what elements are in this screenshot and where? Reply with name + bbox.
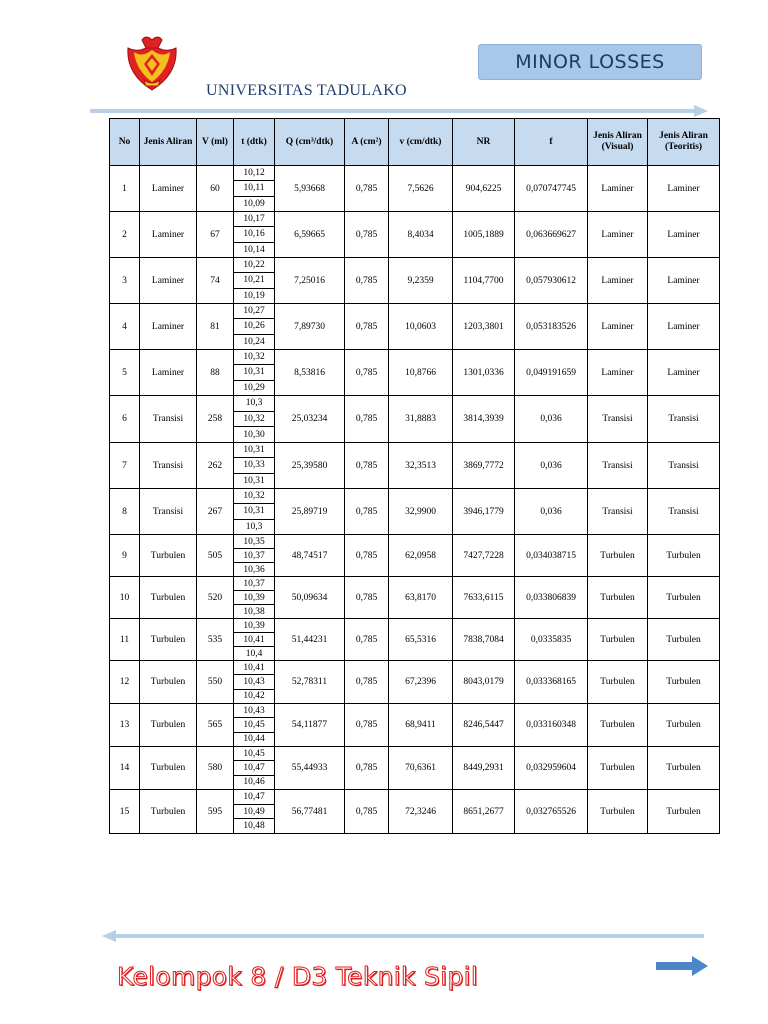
time-reading: 10,38: [243, 606, 265, 617]
time-reading: 10,35: [234, 535, 274, 549]
col-time: t (dtk): [234, 119, 275, 166]
cell-velocity: 10,8766: [389, 350, 453, 396]
cell-friction: 0,036: [515, 443, 588, 489]
cell-visual: Turbulen: [588, 704, 648, 747]
cell-discharge: 51,44231: [275, 619, 345, 661]
cell-time: [234, 704, 275, 747]
cell-volume: 262: [197, 443, 234, 489]
time-reading: 10,47: [234, 761, 274, 775]
cell-reynolds: 1005,1889: [453, 212, 515, 258]
cell-velocity: 10,0603: [389, 304, 453, 350]
cell-volume: 74: [197, 258, 234, 304]
cell-friction: 0,063669627: [515, 212, 588, 258]
time-reading: 10,37: [234, 577, 274, 591]
cell-visual: Laminer: [588, 166, 648, 212]
cell-area: 0,785: [345, 661, 389, 704]
cell-velocity: 65,5316: [389, 619, 453, 661]
table-row: [110, 489, 720, 535]
cell-area: 0,785: [345, 619, 389, 661]
time-reading: 10,31: [243, 475, 265, 486]
cell-no: 6: [110, 396, 140, 443]
time-reading: 10,43: [234, 704, 274, 718]
cell-jenis-aliran: Transisi: [140, 443, 197, 489]
cell-velocity: 9,2359: [389, 258, 453, 304]
time-reading: 10,31: [234, 504, 274, 519]
cell-reynolds: 7633,6115: [453, 577, 515, 619]
time-reading: 10,14: [243, 244, 265, 255]
cell-velocity: 63,8170: [389, 577, 453, 619]
cell-no: 5: [110, 350, 140, 396]
cell-no: 14: [110, 747, 140, 790]
cell-velocity: 70,6361: [389, 747, 453, 790]
cell-discharge: 25,89719: [275, 489, 345, 535]
cell-teoritis: Turbulen: [648, 704, 720, 747]
cell-volume: 67: [197, 212, 234, 258]
cell-volume: 60: [197, 166, 234, 212]
time-reading: 10,16: [234, 227, 274, 242]
col-visual: Jenis Aliran (Visual): [588, 119, 648, 166]
cell-reynolds: 3946,1779: [453, 489, 515, 535]
cell-volume: 550: [197, 661, 234, 704]
cell-teoritis: Transisi: [648, 489, 720, 535]
cell-visual: Turbulen: [588, 661, 648, 704]
cell-velocity: 31,8883: [389, 396, 453, 443]
cell-friction: 0,036: [515, 489, 588, 535]
cell-no: 2: [110, 212, 140, 258]
cell-velocity: 32,3513: [389, 443, 453, 489]
table-row: [110, 443, 720, 489]
cell-friction: 0,053183526: [515, 304, 588, 350]
cell-reynolds: 1104,7700: [453, 258, 515, 304]
cell-teoritis: Laminer: [648, 258, 720, 304]
cell-discharge: 7,89730: [275, 304, 345, 350]
time-reading: 10,3: [245, 521, 263, 532]
time-reading: 10,12: [234, 166, 274, 181]
cell-time: [234, 350, 275, 396]
time-reading: 10,37: [234, 549, 274, 563]
cell-teoritis: Turbulen: [648, 661, 720, 704]
university-crest-logo: [120, 30, 184, 94]
cell-volume: 595: [197, 790, 234, 834]
cell-area: 0,785: [345, 396, 389, 443]
cell-friction: 0,070747745: [515, 166, 588, 212]
cell-jenis-aliran: Laminer: [140, 304, 197, 350]
cell-time: [234, 577, 275, 619]
cell-time: [234, 489, 275, 535]
cell-area: 0,785: [345, 535, 389, 577]
cell-friction: 0,032959604: [515, 747, 588, 790]
cell-time: [234, 304, 275, 350]
cell-area: 0,785: [345, 489, 389, 535]
cell-discharge: 5,93668: [275, 166, 345, 212]
cell-jenis-aliran: Turbulen: [140, 535, 197, 577]
cell-reynolds: 8651,2677: [453, 790, 515, 834]
cell-no: 3: [110, 258, 140, 304]
time-reading: 10,31: [234, 365, 274, 380]
table-row: [110, 258, 720, 304]
time-reading: 10,19: [243, 290, 265, 301]
cell-time: [234, 396, 275, 443]
cell-visual: Laminer: [588, 212, 648, 258]
time-reading: 10,47: [234, 790, 274, 805]
cell-jenis-aliran: Turbulen: [140, 790, 197, 834]
cell-time: [234, 258, 275, 304]
cell-time: [234, 166, 275, 212]
table-row: [110, 619, 720, 661]
cell-time: [234, 790, 275, 834]
cell-teoritis: Laminer: [648, 350, 720, 396]
time-reading: 10,3: [234, 396, 274, 412]
cell-time: [234, 747, 275, 790]
header-divider: [90, 104, 710, 118]
cell-volume: 535: [197, 619, 234, 661]
cell-jenis-aliran: Laminer: [140, 166, 197, 212]
cell-no: 9: [110, 535, 140, 577]
time-reading: 10,30: [243, 429, 265, 440]
cell-volume: 565: [197, 704, 234, 747]
group-label: Kelompok 8 / D3 Teknik Sipil: [117, 962, 479, 991]
table-row: [110, 790, 720, 834]
cell-no: 11: [110, 619, 140, 661]
col-area: A (cm²): [345, 119, 389, 166]
cell-discharge: 7,25016: [275, 258, 345, 304]
cell-jenis-aliran: Transisi: [140, 396, 197, 443]
cell-velocity: 68,9411: [389, 704, 453, 747]
cell-teoritis: Laminer: [648, 304, 720, 350]
cell-no: 13: [110, 704, 140, 747]
page-title: MINOR LOSSES: [478, 44, 702, 80]
time-reading: 10,27: [234, 304, 274, 319]
table-header-row: [110, 119, 720, 166]
cell-reynolds: 3869,7772: [453, 443, 515, 489]
cell-volume: 520: [197, 577, 234, 619]
cell-discharge: 56,77481: [275, 790, 345, 834]
cell-teoritis: Turbulen: [648, 790, 720, 834]
cell-jenis-aliran: Turbulen: [140, 704, 197, 747]
cell-visual: Turbulen: [588, 790, 648, 834]
table-row: [110, 166, 720, 212]
cell-jenis-aliran: Laminer: [140, 258, 197, 304]
col-volume: V (ml): [197, 119, 234, 166]
cell-velocity: 32,9900: [389, 489, 453, 535]
cell-area: 0,785: [345, 790, 389, 834]
cell-area: 0,785: [345, 350, 389, 396]
time-reading: 10,33: [234, 458, 274, 473]
time-reading: 10,43: [234, 675, 274, 689]
cell-velocity: 72,3246: [389, 790, 453, 834]
cell-discharge: 48,74517: [275, 535, 345, 577]
cell-discharge: 8,53816: [275, 350, 345, 396]
cell-velocity: 8,4034: [389, 212, 453, 258]
cell-visual: Laminer: [588, 304, 648, 350]
col-no: No: [110, 119, 140, 166]
cell-friction: 0,034038715: [515, 535, 588, 577]
cell-discharge: 6,59665: [275, 212, 345, 258]
time-reading: 10,41: [234, 661, 274, 675]
cell-time: [234, 619, 275, 661]
cell-no: 8: [110, 489, 140, 535]
cell-discharge: 54,11877: [275, 704, 345, 747]
time-reading: 10,42: [243, 691, 265, 702]
cell-discharge: 55,44933: [275, 747, 345, 790]
cell-discharge: 52,78311: [275, 661, 345, 704]
col-jenis-aliran: Jenis Aliran: [140, 119, 197, 166]
time-reading: 10,48: [243, 821, 265, 832]
time-reading: 10,31: [234, 443, 274, 458]
cell-jenis-aliran: Laminer: [140, 212, 197, 258]
table-row: [110, 535, 720, 577]
cell-reynolds: 8246,5447: [453, 704, 515, 747]
cell-friction: 0,057930612: [515, 258, 588, 304]
cell-friction: 0,049191659: [515, 350, 588, 396]
cell-friction: 0,032765526: [515, 790, 588, 834]
cell-no: 15: [110, 790, 140, 834]
cell-area: 0,785: [345, 577, 389, 619]
cell-reynolds: 8043,0179: [453, 661, 515, 704]
cell-visual: Turbulen: [588, 535, 648, 577]
footer-divider: [100, 929, 706, 943]
cell-visual: Transisi: [588, 443, 648, 489]
cell-area: 0,785: [345, 258, 389, 304]
cell-area: 0,785: [345, 166, 389, 212]
time-reading: 10,29: [243, 382, 265, 393]
cell-area: 0,785: [345, 747, 389, 790]
cell-teoritis: Turbulen: [648, 535, 720, 577]
cell-time: [234, 212, 275, 258]
time-reading: 10,09: [243, 198, 265, 209]
cell-visual: Laminer: [588, 258, 648, 304]
cell-teoritis: Laminer: [648, 166, 720, 212]
minor-losses-table: [109, 118, 720, 834]
cell-velocity: 7,5626: [389, 166, 453, 212]
time-reading: 10,32: [234, 412, 274, 428]
table-row: [110, 747, 720, 790]
time-reading: 10,39: [234, 591, 274, 605]
time-reading: 10,32: [234, 489, 274, 504]
time-reading: 10,45: [234, 747, 274, 761]
cell-no: 7: [110, 443, 140, 489]
cell-no: 12: [110, 661, 140, 704]
cell-teoritis: Transisi: [648, 396, 720, 443]
cell-velocity: 67,2396: [389, 661, 453, 704]
cell-discharge: 25,03234: [275, 396, 345, 443]
arrow-right-icon[interactable]: [656, 954, 710, 978]
cell-teoritis: Transisi: [648, 443, 720, 489]
cell-teoritis: Turbulen: [648, 619, 720, 661]
cell-volume: 258: [197, 396, 234, 443]
university-name: UNIVERSITAS TADULAKO: [206, 82, 407, 99]
table-row: [110, 704, 720, 747]
time-reading: 10,11: [234, 181, 274, 196]
cell-friction: 0,033160348: [515, 704, 588, 747]
time-reading: 10,49: [234, 805, 274, 820]
cell-velocity: 62,0958: [389, 535, 453, 577]
time-reading: 10,46: [243, 777, 265, 788]
col-velocity: v (cm/dtk): [389, 119, 453, 166]
cell-volume: 505: [197, 535, 234, 577]
col-reynolds: NR: [453, 119, 515, 166]
cell-no: 1: [110, 166, 140, 212]
cell-no: 10: [110, 577, 140, 619]
table-row: [110, 396, 720, 443]
time-reading: 10,26: [234, 319, 274, 334]
cell-reynolds: 3814,3939: [453, 396, 515, 443]
cell-visual: Laminer: [588, 350, 648, 396]
cell-volume: 267: [197, 489, 234, 535]
cell-no: 4: [110, 304, 140, 350]
cell-reynolds: 8449,2931: [453, 747, 515, 790]
cell-discharge: 25,39580: [275, 443, 345, 489]
cell-reynolds: 904,6225: [453, 166, 515, 212]
col-teoritis: Jenis Aliran (Teoritis): [648, 119, 720, 166]
table-row: [110, 350, 720, 396]
cell-friction: 0,0335835: [515, 619, 588, 661]
cell-time: [234, 535, 275, 577]
time-reading: 10,41: [234, 633, 274, 647]
cell-time: [234, 443, 275, 489]
cell-teoritis: Laminer: [648, 212, 720, 258]
time-reading: 10,39: [234, 619, 274, 633]
time-reading: 10,44: [243, 734, 265, 745]
cell-reynolds: 1301,0336: [453, 350, 515, 396]
cell-reynolds: 7838,7084: [453, 619, 515, 661]
cell-jenis-aliran: Transisi: [140, 489, 197, 535]
cell-volume: 88: [197, 350, 234, 396]
time-reading: 10,17: [234, 212, 274, 227]
col-discharge: Q (cm³/dtk): [275, 119, 345, 166]
cell-visual: Transisi: [588, 396, 648, 443]
cell-reynolds: 7427,7228: [453, 535, 515, 577]
time-reading: 10,36: [243, 564, 265, 575]
cell-discharge: 50,09634: [275, 577, 345, 619]
cell-jenis-aliran: Turbulen: [140, 619, 197, 661]
cell-visual: Turbulen: [588, 577, 648, 619]
table-row: [110, 661, 720, 704]
time-reading: 10,4: [245, 648, 263, 659]
time-reading: 10,45: [234, 718, 274, 732]
cell-teoritis: Turbulen: [648, 747, 720, 790]
cell-area: 0,785: [345, 443, 389, 489]
cell-friction: 0,033368165: [515, 661, 588, 704]
time-reading: 10,32: [234, 350, 274, 365]
cell-visual: Transisi: [588, 489, 648, 535]
table-row: [110, 577, 720, 619]
cell-visual: Turbulen: [588, 619, 648, 661]
cell-volume: 81: [197, 304, 234, 350]
time-reading: 10,21: [234, 273, 274, 288]
cell-jenis-aliran: Laminer: [140, 350, 197, 396]
cell-area: 0,785: [345, 704, 389, 747]
cell-area: 0,785: [345, 304, 389, 350]
cell-volume: 580: [197, 747, 234, 790]
col-friction: f: [515, 119, 588, 166]
cell-friction: 0,036: [515, 396, 588, 443]
time-reading: 10,22: [234, 258, 274, 273]
cell-visual: Turbulen: [588, 747, 648, 790]
cell-teoritis: Turbulen: [648, 577, 720, 619]
cell-time: [234, 661, 275, 704]
cell-jenis-aliran: Turbulen: [140, 661, 197, 704]
table-row: [110, 212, 720, 258]
cell-reynolds: 1203,3801: [453, 304, 515, 350]
time-reading: 10,24: [243, 336, 265, 347]
cell-jenis-aliran: Turbulen: [140, 577, 197, 619]
cell-jenis-aliran: Turbulen: [140, 747, 197, 790]
table-row: [110, 304, 720, 350]
cell-friction: 0,033806839: [515, 577, 588, 619]
cell-area: 0,785: [345, 212, 389, 258]
